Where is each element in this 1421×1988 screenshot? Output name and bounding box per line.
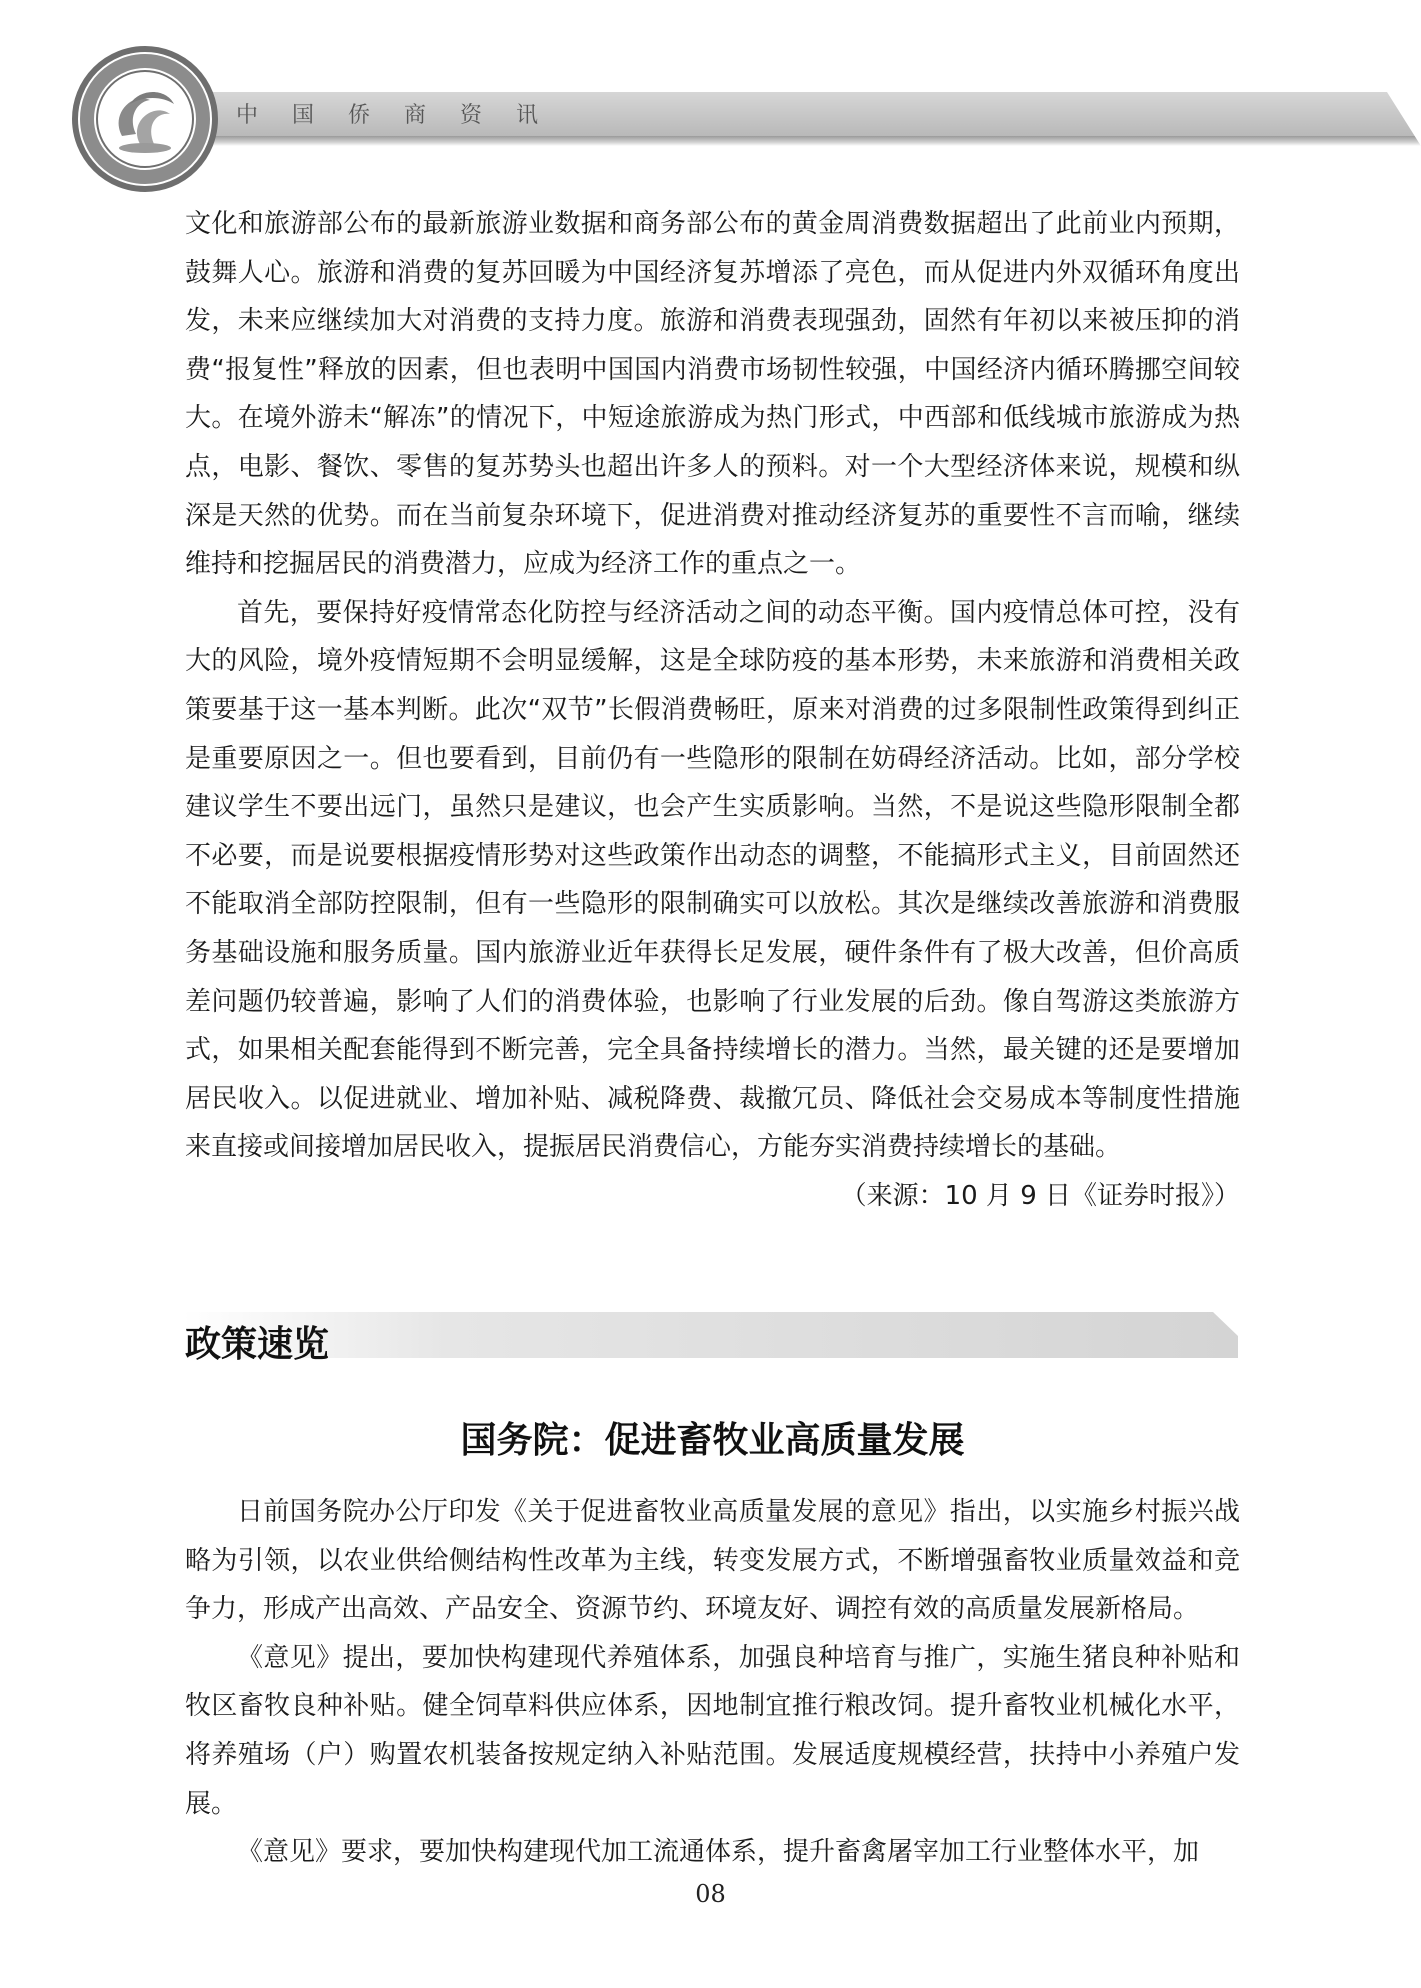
paragraph: 《意见》提出，要加快构建现代养殖体系，加强良种培育与推广，实施生猪良种补贴和牧区畜牧良种补贴。健全饲草料供应体系，因地制宜推行粮改饲。提升畜牧业机械化水平，将养殖场（户）购置农机装备按规定纳入补贴范围。发展适度规模经营，扶持中小养殖户发展。 — [185, 1642, 1240, 1819]
section-bar-shape — [183, 1312, 1238, 1358]
source-citation: （来源：10 月 9 日《证券时报》） — [840, 1180, 1240, 1211]
paragraph: 日前国务院办公厅印发《关于促进畜牧业高质量发展的意见》指出，以实施乡村振兴战略为引领，以农业供给侧结构性改革为主线，转变发展方式，不断增强畜牧业质量效益和竞争力，形成产出高效、产品安全、资源节约、环境友好、调控有效的高质量发展新格局。 — [185, 1497, 1240, 1625]
article-body — [185, 200, 1240, 1220]
paragraph: 文化和旅游部公布的最新旅游业数据和商务部公布的黄金周消费数据超出了此前业内预期，鼓舞人心。旅游和消费的复苏回暖为中国经济复苏增添了亮色，而从促进内外双循环角度出发，未来应继续加大对消费的支持力度。旅游和消费表现强劲，固然有年初以来被压抑的消费“报复性”释放的因素，但也表明中国国内消费市场韧性较强，中国经济内循环腾挪空间较大。在境外游未“解冻”的情况下，中短途旅游成为热门形式，中西部和低线城市旅游成为热点，电影、餐饮、零售的复苏势头也超出许多人的预料。对一个大型经济体来说，规模和纵深是天然的优势。而在当前复杂环境下，促进消费对推动经济复苏的重要性不言而喻，继续维持和挖掘居民的消费潜力，应成为经济工作的重点之一。 — [185, 209, 1240, 580]
section-title: 政策速览 — [185, 1323, 330, 1365]
paragraph: 首先，要保持好疫情常态化防控与经济活动之间的动态平衡。国内疫情总体可控，没有大的风险，境外疫情短期不会明显缓解，这是全球防疫的基本形势，未来旅游和消费相关政策要基于这一基本判断。此次“双节”长假消费畅旺，原来对消费的过多限制性政策得到纠正是重要原因之一。但也要看到，目前仍有一些隐形的限制在妨碍经济活动。比如，部分学校建议学生不要出远门，虽然只是建议，也会产生实质影响。当然，不是说这些隐形限制全都不必要，而是说要根据疫情形势对这些政策作出动态的调整，不能搞形式主义，目前固然还不能取消全部防控限制，但有一些隐形的限制确实可以放松。其次是继续改善旅游和消费服务基础设施和服务质量。国内旅游业近年获得长足发展，硬件条件有了极大改善，但价高质差问题仍较普遍，影响了人们的消费体验，也影响了行业发展的后劲。像自驾游这类旅游方式，如果相关配套能得到不断完善，完全具备持续增长的潜力。当然，最关键的还是要增加居民收入。以促进就业、增加补贴、减税降费、裁撤冗员、降低社会交易成本等制度性措施来直接或间接增加居民收入，提振居民消费信心，方能夯实消费持续增长的基础。 — [185, 597, 1240, 1163]
article-body-2 — [185, 1488, 1240, 1877]
paragraph: 《意见》要求，要加快构建现代加工流通体系，提升畜禽屠宰加工行业整体水平，加 — [237, 1837, 1200, 1868]
section-heading-bar — [183, 1312, 1238, 1365]
federation-logo — [70, 44, 220, 194]
magazine-title: 中国侨商资讯 — [236, 103, 573, 128]
header-fold — [1387, 92, 1421, 146]
article-title: 国务院：促进畜牧业高质量发展 — [460, 1420, 965, 1461]
federation-logo-graphic — [70, 44, 220, 194]
page-number: 08 — [695, 1880, 726, 1908]
header-band-shadow — [150, 136, 1421, 146]
